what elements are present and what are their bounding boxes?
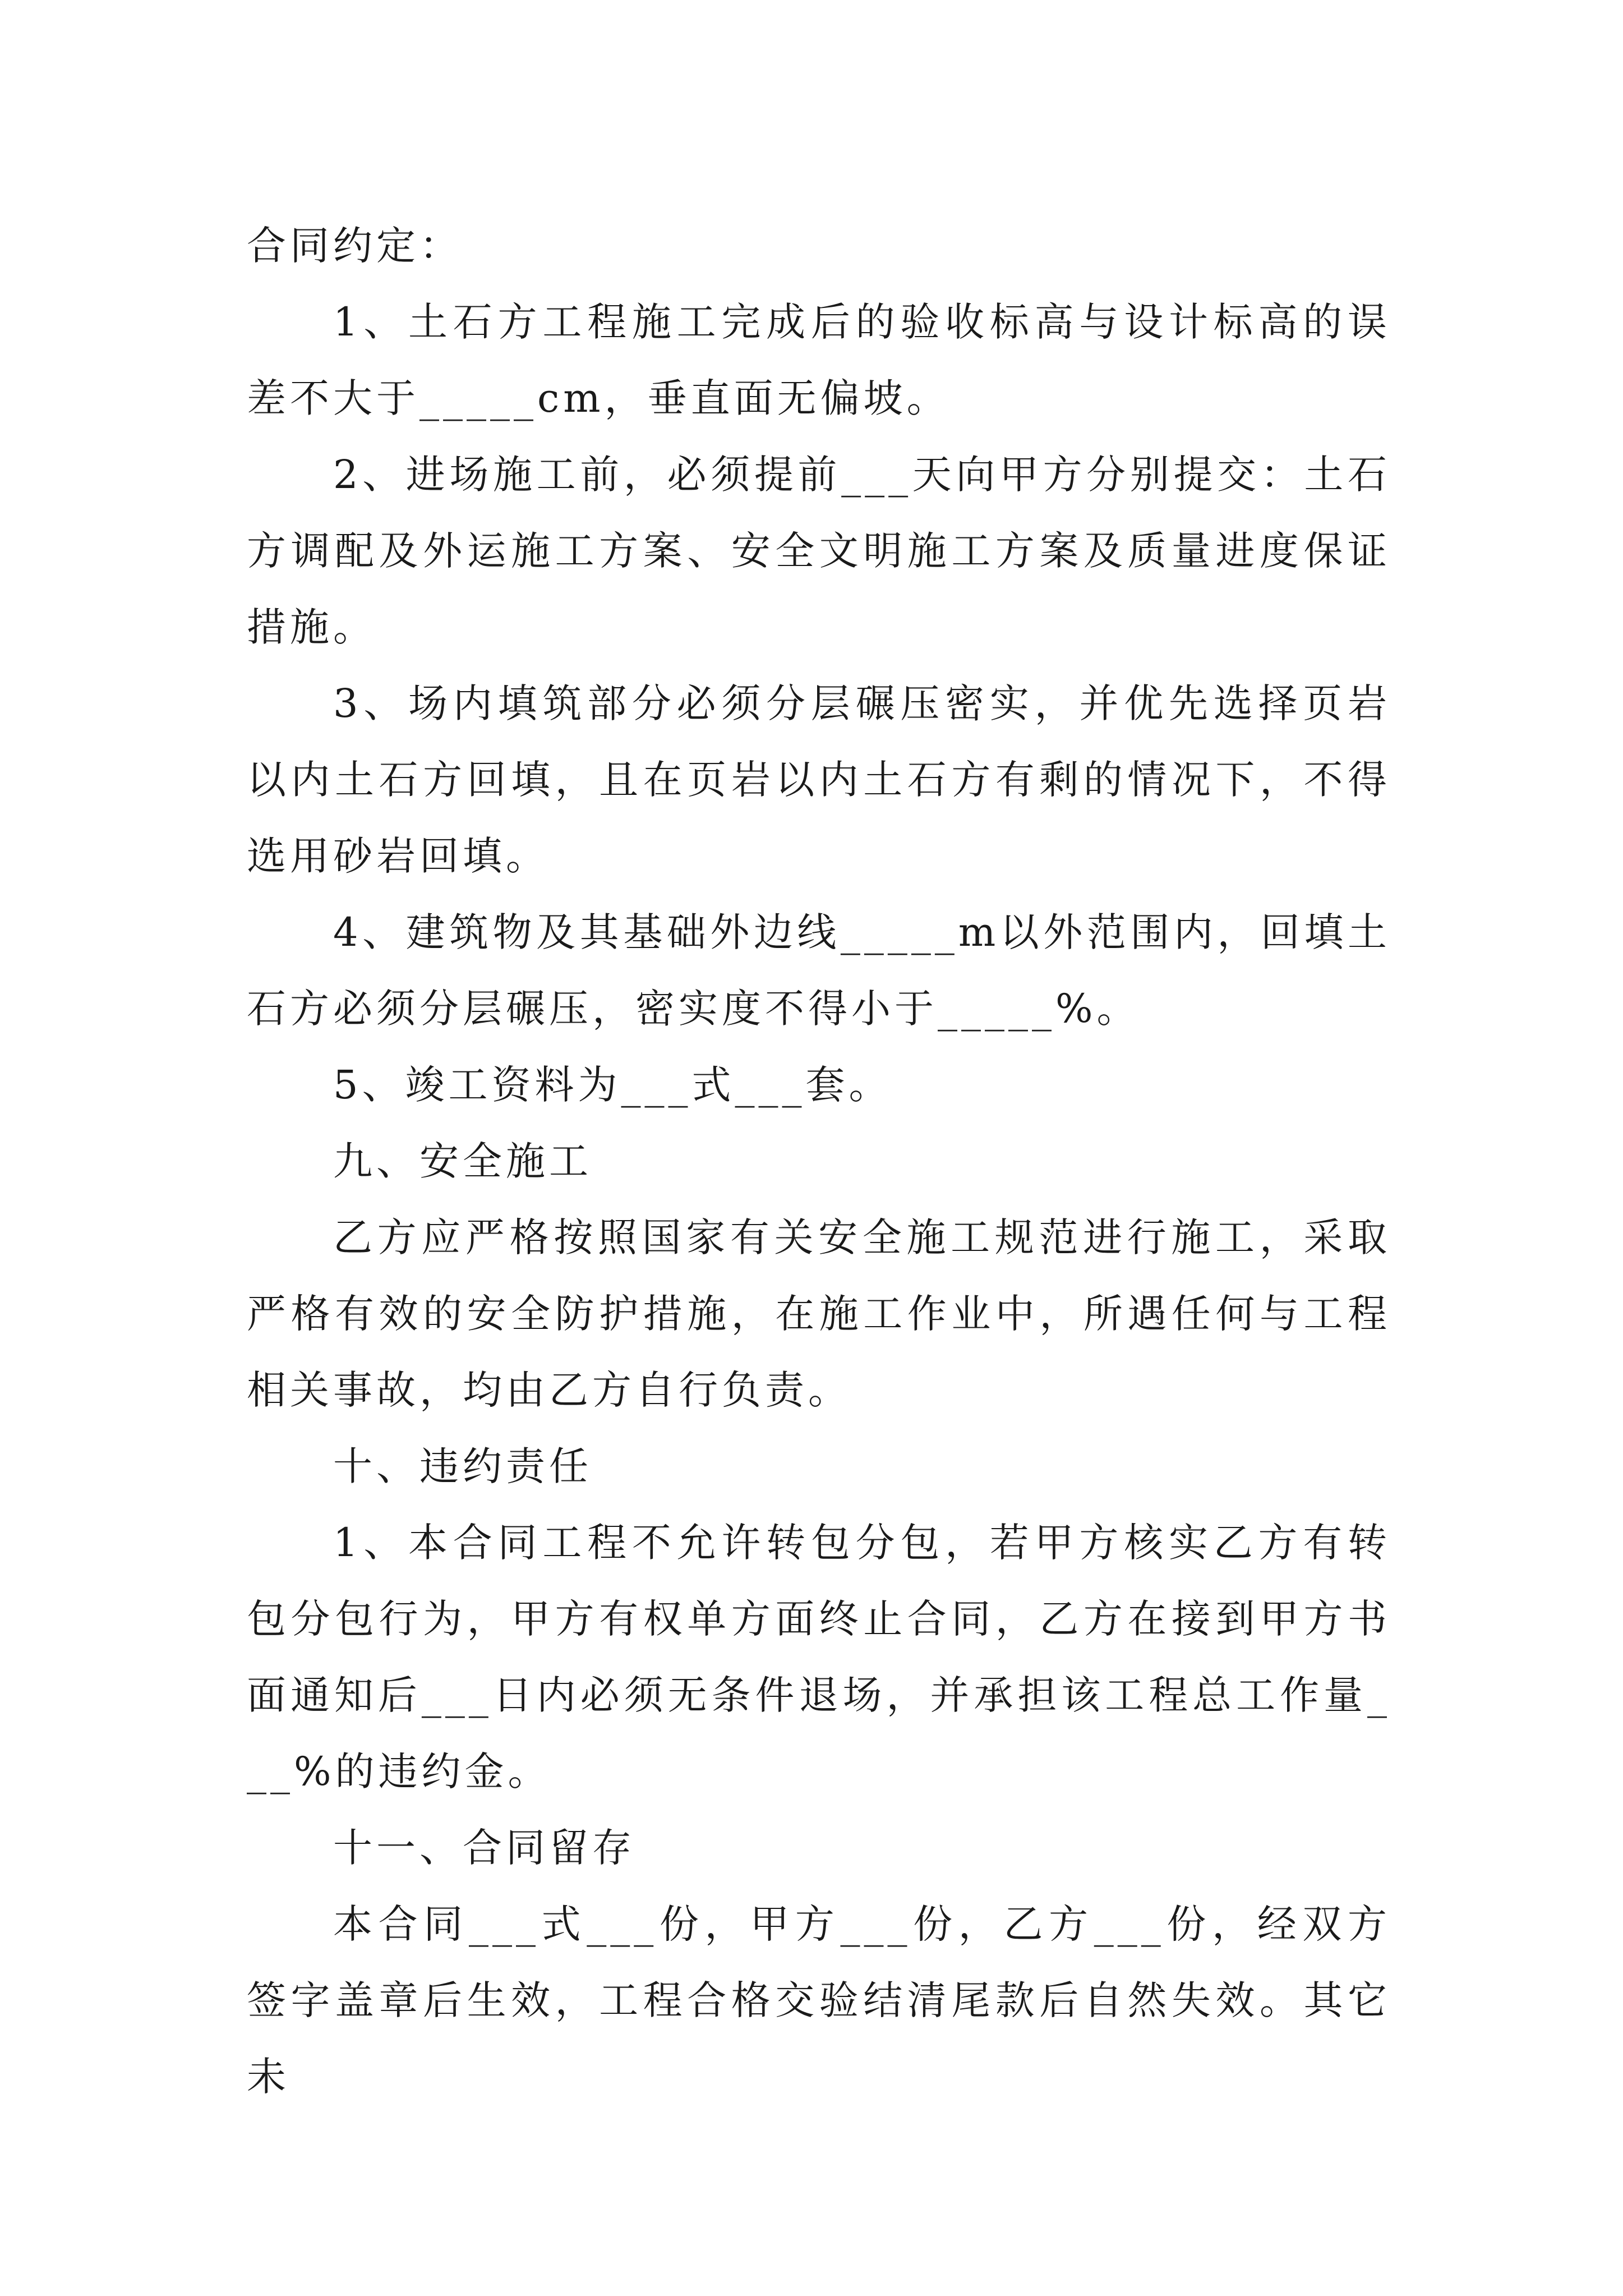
paragraph-retention: 本合同___式___份，甲方___份，乙方___份，经双方签字盖章后生效，工程合格交验结清尾款后自然失效。其它未 [247, 1901, 1391, 2100]
paragraph-term-3: 3、场内填筑部分必须分层碾压密实，并优先选择页岩以内土石方回填，且在页岩以内土石方有剩的情况下，不得选用砂岩回填。 [247, 680, 1391, 879]
paragraph-contract-terms: 合同约定： [247, 223, 463, 269]
paragraph-term-4: 4、建筑物及其基础外边线_____m以外范围内，回填土石方必须分层碾压，密实度不得小于_____%。 [247, 909, 1391, 1032]
paragraph-liability-1: 1、本合同工程不允许转包分包，若甲方核实乙方有转包分包行为，甲方有权单方面终止合同，乙方在接到甲方书面通知后___日内必须无条件退场，并承担该工程总工作量___%的违约金。 [247, 1520, 1391, 1795]
section-heading-retention: 十一、合同留存 [333, 1825, 635, 1871]
paragraph-term-5: 5、竣工资料为___式___套。 [333, 1062, 892, 1108]
section-heading-liability: 十、违约责任 [333, 1443, 592, 1489]
section-heading-safety: 九、安全施工 [333, 1138, 592, 1184]
paragraph-term-2: 2、进场施工前，必须提前___天向甲方分别提交：土石方调配及外运施工方案、安全文明施工方案及质量进度保证措施。 [247, 452, 1391, 650]
paragraph-safety: 乙方应严格按照国家有关安全施工规范进行施工，采取严格有效的安全防护措施，在施工作业中，所遇任何与工程相关事故，均由乙方自行负责。 [247, 1214, 1391, 1413]
document-body [247, 208, 1391, 2115]
paragraph-term-1: 1、土石方工程施工完成后的验收标高与设计标高的误差不大于_____cm，垂直面无偏坡。 [247, 299, 1391, 421]
